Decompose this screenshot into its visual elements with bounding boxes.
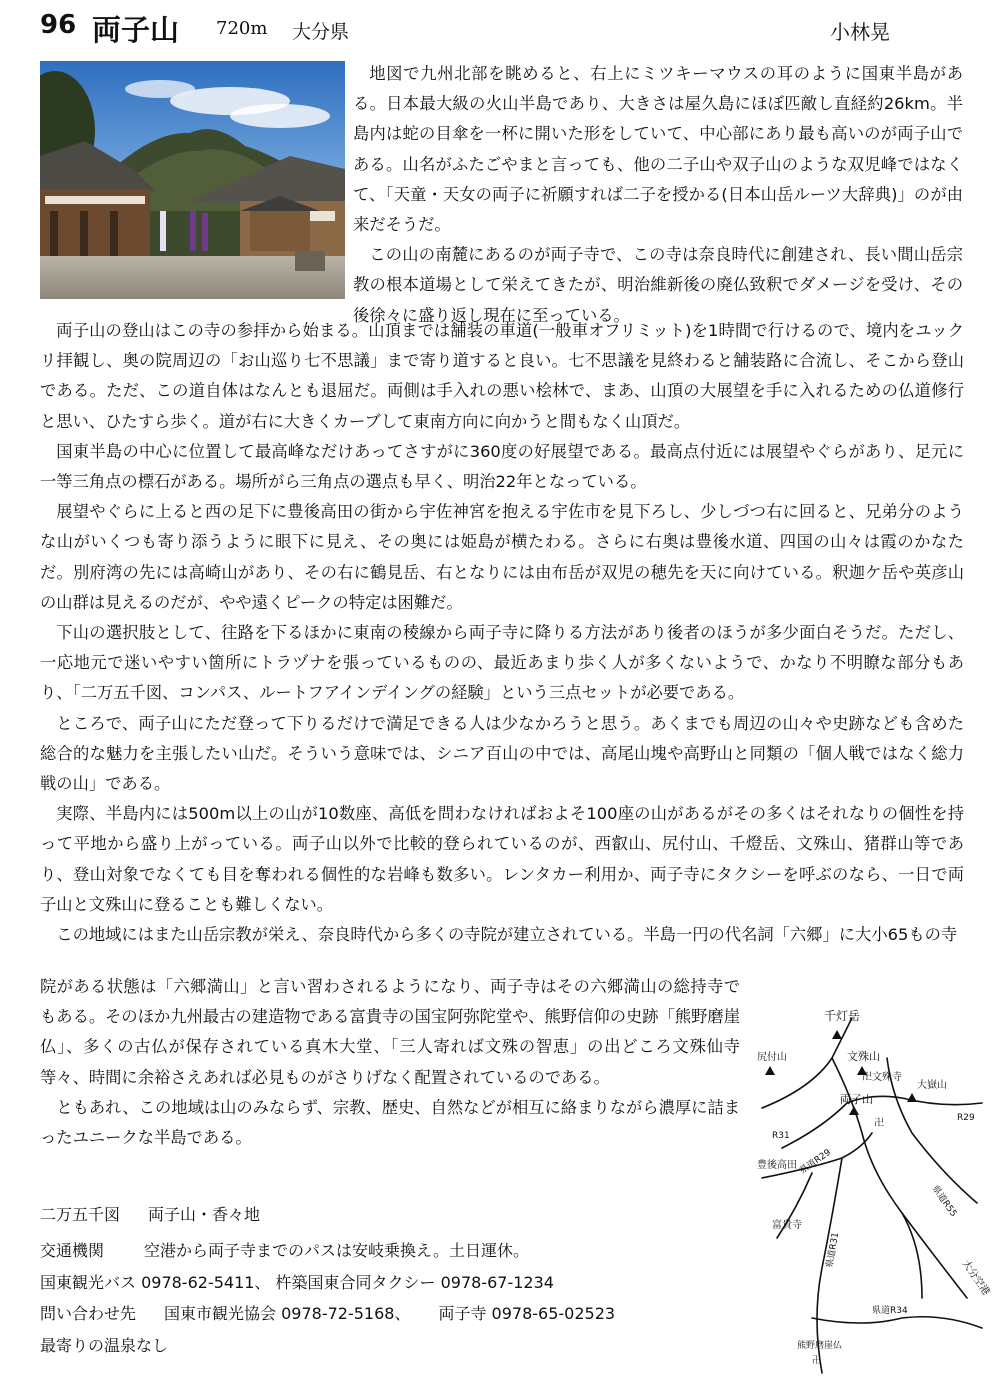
- map-label-kumano: 熊野磨崖仏: [797, 1341, 843, 1351]
- map-label-bungotakada: 豊後高田: [757, 1160, 797, 1171]
- intro-paragraph: 地図で九州北部を眺めると、右上にミツキーマウスの耳のように国東半島がある。日本最大級の火山半島であり、大きさは屋久島にほぼ匹敵し直経約26km。半島内は蛇の目傘を一杯に開いた形をしていて、中心部にあり最も高いのが両子山である。山名がふたごやまと言っても、他の二子山や双子山のような双児峰ではなくて、「天童・天女の両子に祈願すれば二子を授かる(日本山岳ルーツ大辞典)」のが由来だそうだ。: [353, 64, 963, 235]
- intro-text: [353, 59, 963, 331]
- body-paragraph: 実際、半島内には500m以上の山が10数座、高低を問わなければおよそ100座の山があるがその多くはそれなりの個性を持って平地から盛り上がっている。両子山以外で比較的登られているのが、西叡山、尻付山、千燈岳、文殊山、猪群山等であり、登山対象でなくても目を奪われる個性的な岩峰も数多い。レンタカー利用か、両子寺にタクシーを呼ぶのなら、一日で両子山と文殊山に登ることも難しくない。: [40, 804, 964, 914]
- body-paragraph: 国東半島の中心に位置して最高峰なだけあってさすがに360度の好展望である。最高点付近には展望やぐらがあり、足元に一等三角点の標石がある。場所がら三角点の選点も早く、明治22年となっている。: [40, 441, 964, 492]
- map-sheet-label: 二万五千図: [40, 1205, 121, 1224]
- mountain-marker-futago: [849, 1106, 859, 1115]
- map-label-kenro31: 県道R31: [825, 1231, 842, 1269]
- map-road: [812, 1317, 982, 1328]
- mountain-elevation: 720m: [216, 18, 268, 39]
- map-label-futago: 両子山: [840, 1093, 873, 1106]
- info-transport-line: [40, 1238, 529, 1261]
- map-label-monju: 文殊山: [847, 1050, 880, 1063]
- bus-taxi-contacts: 国東観光バス 0978-62-5411、 杵築国東合同タクシー 0978-67-1234: [40, 1273, 554, 1292]
- map-road: [762, 1018, 852, 1108]
- info-map-line: [40, 1202, 260, 1225]
- mountain-marker-taiko: [907, 1093, 917, 1102]
- mountain-number: 96: [40, 10, 77, 40]
- temple-photo: [40, 61, 345, 299]
- map-label-kenro29: 県道R29: [797, 1147, 833, 1177]
- info-bus-line: [40, 1270, 554, 1293]
- map-label-kenro55: 県道R55: [929, 1183, 959, 1219]
- onsen-note: 最寄りの温泉なし: [40, 1336, 169, 1355]
- transport-value: 空港から両子寺までのパスは安岐乗換え。土日運休。: [144, 1241, 529, 1260]
- map-label-aki: 大分空港: [959, 1258, 992, 1298]
- body-paragraph: ところで、両子山にただ登って下りるだけで満足できる人は少なかろうと思う。あくまでも周辺の山々や史跡なども含めた総合的な魅力を主張したい山だ。そういう意味では、シニア百山の中では、高尾山塊や高野山と同類の「個人戦ではなく総力戦の山」である。: [40, 713, 964, 794]
- body-paragraph: ともあれ、この地域は山のみならず、宗教、歴史、自然などが相互に絡まりながら濃厚に詰まったユニークな半島である。: [40, 1097, 740, 1148]
- map-label-shiritsuke: 尻付山: [757, 1052, 787, 1063]
- author-name: 小林晃: [830, 20, 890, 44]
- info-onsen-line: [40, 1333, 168, 1356]
- prefecture: 大分県: [292, 21, 350, 43]
- body-paragraph: 院がある状態は「六郷満山」と言い習わされるようになり、両子寺はその六郷満山の総持寺でもある。そのほか九州最古の建造物である富貴寺の国宝阿弥陀堂や、熊野信仰の史跡「熊野磨崖仏」、多くの古仏が保存されている真木大堂、「三人寄れば文殊の智恵」の出どころ文殊仙寺等々、時間に余裕さえあれば必見ものがさりげなく配置されているのである。: [40, 977, 740, 1087]
- map-label-sengan: 千灯岳: [824, 1009, 861, 1023]
- map-label-taiko: 大嶽山: [917, 1080, 947, 1091]
- mountain-marker-shiritsuke: [765, 1066, 775, 1075]
- map-label-futagoji: 卍: [874, 1118, 884, 1129]
- mountain-name: 両子山: [92, 13, 180, 47]
- main-text: [40, 316, 964, 950]
- map-label-kumanoji: 卍: [812, 1356, 822, 1366]
- mountain-marker-sengan: [832, 1030, 842, 1039]
- wrap-text: [40, 972, 740, 1153]
- map-label-r31: R31: [772, 1131, 790, 1141]
- body-paragraph: 下山の選択肢として、往路を下るほかに東南の稜線から両子寺に降りる方法があり後者のほうが多少面白そうだ。ただし、一応地元で迷いやすい箇所にトラヅナを張っているものの、最近あまり歩く人が多くないようで、かなり不明瞭な部分もあり、「二万五千図、コンパス、ルートフアインデイングの経験」という三点セットが必要である。: [40, 623, 964, 703]
- article-header: [40, 8, 960, 48]
- transport-label: 交通機関: [40, 1241, 105, 1260]
- contact-label: 問い合わせ先: [40, 1304, 137, 1323]
- map-label-kenro34: 県道R34: [872, 1306, 908, 1316]
- map-label-r29: R29: [957, 1113, 975, 1123]
- info-contact-line: [40, 1301, 615, 1324]
- area-map: [752, 998, 992, 1378]
- map-sheet-value: 両子山・香々地: [148, 1205, 261, 1224]
- contact-tourism: 国東市観光協会 0978-72-5168、: [164, 1304, 411, 1323]
- body-paragraph: この地域にはまた山岳宗教が栄え、奈良時代から多くの寺院が建立されている。半島一円の代名詞「六郷」に大小65もの寺: [56, 925, 958, 945]
- body-paragraph: 両子山の登山はこの寺の参拝から始まる。山頂までは舗装の車道(一般車オフリミット)を1時間で行けるので、境内をユックリ拝観し、奥の院周辺の「お山巡り七不思議」まで寄り道すると良い。七不思議を見終わると舗装路に合流し、そこから登山である。ただ、この道自体はなんとも退屈だ。両側は手入れの悪い桧林で、まあ、山頂の大展望を手に入れるための仏道修行と思い、ひたすら歩く。道が右に大きくカーブして東南方向に向かうと間もなく山頂だ。: [40, 321, 964, 431]
- map-label-monjuji: 卍文殊寺: [862, 1072, 902, 1083]
- body-paragraph: 展望やぐらに上ると西の足下に豊後高田の街から宇佐神宮を抱える宇佐市を見下ろし、少しづつ右に回ると、兄弟分のような山がいくつも寄り添うように眼下に見え、その奥には姫島が横たわる。さらに右奥は豊後水道、四国の山々は霞のかなただ。別府湾の先には高崎山があり、その右に鶴見岳、右となりには由布岳が双児の穂先を天に向けている。釈迦ケ岳や英彦山の山群は見えるのだが、やや遠くピークの特定は困難だ。: [40, 502, 964, 612]
- map-label-fukiji: 富貴寺: [772, 1220, 802, 1231]
- intro-paragraph: この山の南麓にあるのが両子寺で、この寺は奈良時代に創建され、長い間山岳宗教の根本道場として栄えてきたが、明治維新後の廃仏致釈でダメージを受け、その後徐々に盛り返し現在に至っている。: [353, 245, 963, 325]
- contact-temple: 両子寺 0978-65-02523: [438, 1304, 616, 1323]
